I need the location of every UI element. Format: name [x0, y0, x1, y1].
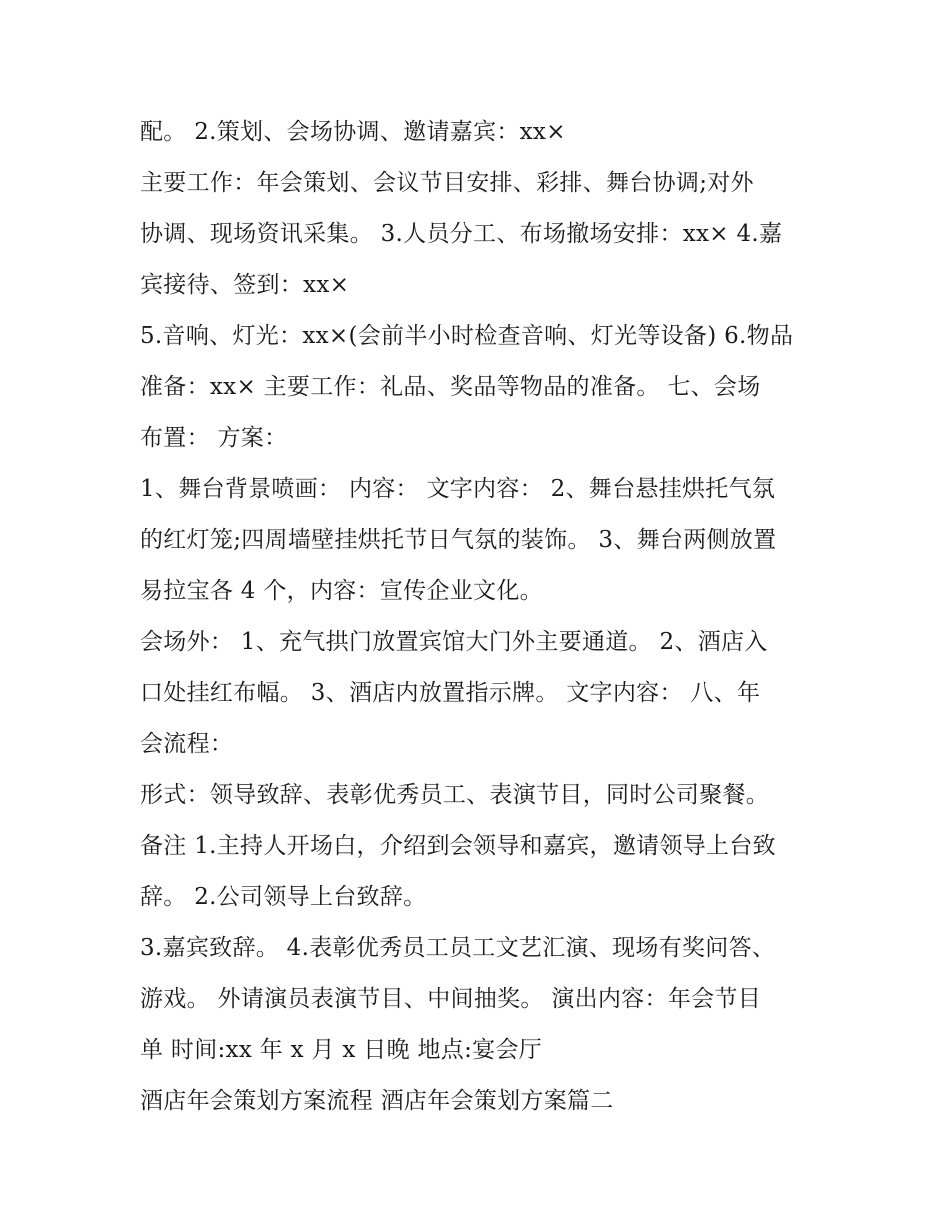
text-line: 单 时间:xx 年 x 月 x 日晚 地点:宴会厅	[140, 1037, 543, 1063]
text-line: 备注 1.主持人开场白，介绍到会领导和嘉宾，邀请领导上台致	[140, 833, 776, 859]
text-line: 的红灯笼;四周墙壁挂烘托节日气氛的装饰。 3、舞台两侧放置	[140, 527, 777, 553]
text-line: 协调、现场资讯采集。 3.人员分工、布场撤场安排：xx× 4.嘉	[140, 221, 783, 247]
text-line: 配。 2.策划、会场协调、邀请嘉宾：xx×	[140, 119, 566, 145]
text-line: 口处挂红布幅。 3、酒店内放置指示牌。 文字内容： 八、年	[140, 680, 761, 706]
text-line: 酒店年会策划方案流程 酒店年会策划方案篇二	[140, 1088, 614, 1114]
text-line: 形式：领导致辞、表彰优秀员工、表演节目，同时公司聚餐。	[140, 782, 770, 808]
body-text	[140, 107, 820, 1127]
text-line: 主要工作：年会策划、会议节目安排、彩排、舞台协调;对外	[140, 170, 754, 196]
text-line: 游戏。 外请演员表演节目、中间抽奖。 演出内容：年会节目	[140, 986, 762, 1012]
text-line: 会场外： 1、充气拱门放置宾馆大门外主要通道。 2、酒店入	[140, 629, 768, 655]
text-line: 辞。 2.公司领导上台致辞。	[140, 884, 427, 910]
text-line: 易拉宝各 4 个，内容：宣传企业文化。	[140, 578, 543, 604]
text-line: 宾接待、签到：xx×	[140, 272, 350, 298]
text-line: 5.音响、灯光：xx×(会前半小时检查音响、灯光等设备) 6.物品	[140, 323, 794, 349]
text-line: 1、舞台背景喷画： 内容： 文字内容： 2、舞台悬挂烘托气氛	[140, 476, 776, 502]
text-line: 布置： 方案：	[140, 425, 288, 451]
text-line: 会流程：	[140, 731, 234, 757]
text-line: 准备：xx× 主要工作：礼品、奖品等物品的准备。 七、会场	[140, 374, 761, 400]
text-line: 3.嘉宾致辞。 4.表彰优秀员工员工文艺汇演、现场有奖问答、	[140, 935, 776, 961]
